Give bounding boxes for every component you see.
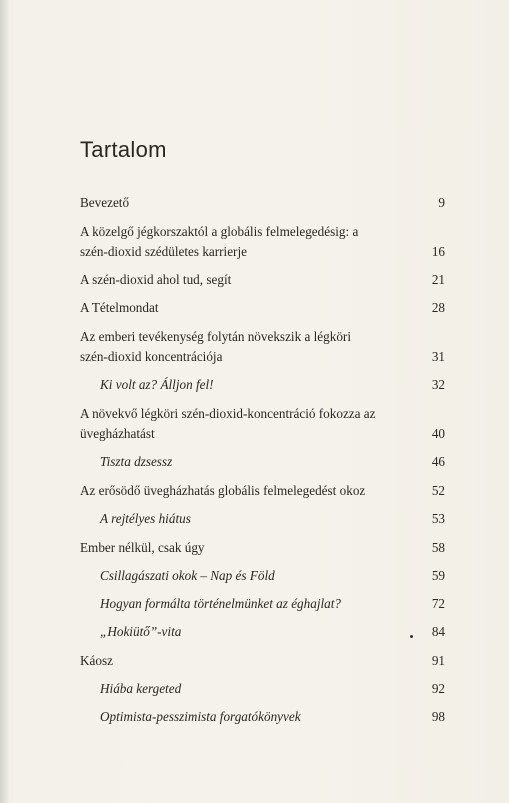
toc-entry-title: Bevezető (80, 195, 130, 210)
toc-entry-title: A közelgő jégkorszaktól a globális felmelegedésig: a szén-dioxid szédületes karrierje (80, 224, 359, 259)
toc-entry-page: 72 (431, 596, 445, 611)
toc-entry-page: 40 (431, 426, 445, 441)
toc-entry-title: Hogyan formálta történelmünket az éghajlat? (100, 596, 342, 611)
toc-entry-title: Ki volt az? Álljon fel! (100, 377, 214, 392)
toc-entry (80, 298, 445, 318)
toc-entry-sub (100, 707, 445, 727)
toc-entry-title: Az emberi tevékenység folytán növekszik a légköri szén-dioxid koncentrációja (80, 329, 351, 364)
toc-entry-title: Hiába kergeted (100, 681, 182, 696)
toc-entry-sub (100, 509, 445, 529)
toc-entry-page: 21 (431, 272, 445, 287)
toc-entry (80, 270, 445, 290)
toc-entry-title: „Hokiütő”-vita (100, 624, 182, 639)
toc-entry-title: Csillagászati okok – Nap és Föld (100, 568, 275, 583)
toc-entry-page: 16 (431, 244, 445, 259)
toc-entry-title: Ember nélkül, csak úgy (80, 540, 205, 555)
toc-entry-title: Az erősödő üvegházhatás globális felmelegedést okoz (80, 483, 366, 498)
toc-entry-page: 31 (431, 349, 445, 364)
toc-entry-sub (100, 375, 445, 395)
toc-entry-page: 59 (431, 568, 445, 583)
page-title: Tartalom (80, 137, 167, 162)
toc-entry-page: 58 (431, 540, 445, 555)
ink-speck (410, 635, 413, 638)
toc-entry-page: 46 (431, 454, 445, 469)
toc-entry-page: 28 (431, 300, 445, 315)
toc-entry-title: Káosz (80, 653, 113, 668)
toc-entry-sub (100, 622, 445, 642)
toc-entry-title: A Tételmondat (80, 300, 159, 315)
toc-entry-title: A növekvő légköri szén-dioxid-koncentráció fokozza az üvegházhatást (80, 406, 376, 441)
toc-entry-sub (100, 566, 445, 586)
toc-entry-page: 9 (438, 195, 445, 210)
toc-entry-page: 91 (431, 653, 445, 668)
toc-entry (80, 481, 445, 501)
toc-entry-page: 84 (431, 624, 445, 639)
toc-entry-sub (100, 594, 445, 614)
toc-entry-page: 52 (431, 483, 445, 498)
toc-entry (80, 538, 445, 558)
toc-entry-title: Tiszta dzsessz (100, 454, 173, 469)
toc-entry-title: A szén-dioxid ahol tud, segít (80, 272, 232, 287)
toc-entry (80, 651, 445, 671)
toc-entry (80, 193, 445, 213)
toc-entry-page: 92 (431, 681, 445, 696)
toc-entry-title: A rejtélyes hiátus (100, 511, 191, 526)
toc-entry-title: Optimista-pesszimista forgatókönyvek (100, 709, 301, 724)
toc-entry (80, 327, 445, 367)
toc-entry (80, 222, 445, 262)
toc-entry-page: 53 (431, 511, 445, 526)
toc-entry-page: 98 (431, 709, 445, 724)
toc-entry-sub (100, 679, 445, 699)
toc-entry (80, 404, 445, 444)
toc-entry-page: 32 (431, 377, 445, 392)
toc-entry-sub (100, 452, 445, 472)
